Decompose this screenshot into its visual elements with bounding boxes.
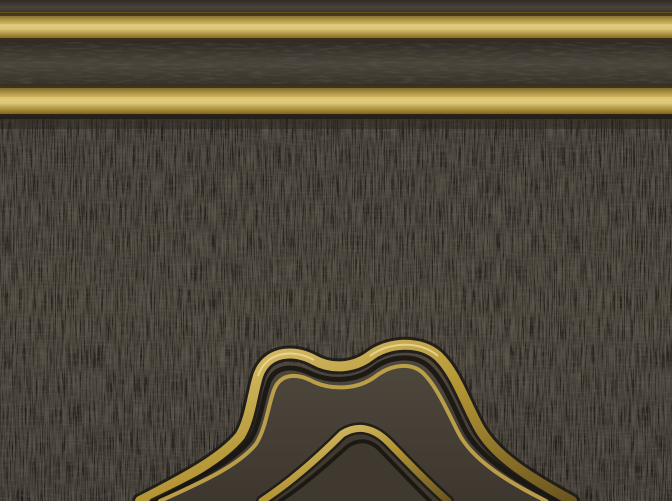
upper-gold-molding	[0, 12, 672, 42]
middle-cove	[0, 42, 672, 86]
lower-gold-molding	[0, 84, 672, 119]
top-rail	[0, 0, 672, 14]
